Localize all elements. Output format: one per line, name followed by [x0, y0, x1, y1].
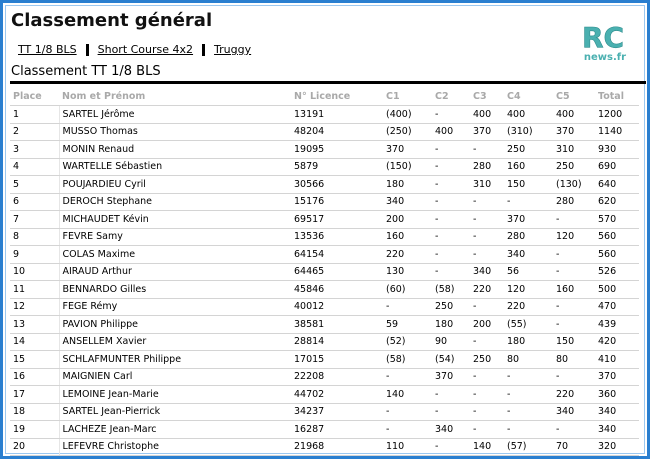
cell-c4: (310) [504, 123, 553, 141]
cell-c1: - [383, 368, 432, 386]
cell-c5: 310 [553, 141, 595, 159]
cell-name: POUJARDIEU Cyril [59, 176, 291, 194]
cell-c3: 280 [470, 158, 504, 176]
cell-total: 690 [595, 158, 639, 176]
cell-name: MONIN Renaud [59, 141, 291, 159]
cell-c2: - [432, 176, 470, 194]
cell-c3: - [470, 298, 504, 316]
cell-licence: 34237 [291, 403, 383, 421]
cell-place: 3 [10, 141, 59, 159]
cell-c5: 120 [553, 228, 595, 246]
cell-licence: 17015 [291, 351, 383, 369]
cell-place: 2 [10, 123, 59, 141]
cell-c2: - [432, 106, 470, 124]
header-c5: C5 [553, 88, 595, 106]
header-licence: N° Licence [291, 88, 383, 106]
cell-total: 526 [595, 263, 639, 281]
cell-c2: - [432, 403, 470, 421]
cell-c5: 400 [553, 106, 595, 124]
cell-c3: - [470, 211, 504, 229]
nav-link-short-course[interactable]: Short Course 4x2 [97, 43, 194, 56]
cell-total: 640 [595, 176, 639, 194]
cell-licence: 69517 [291, 211, 383, 229]
cell-name: MAIGNIEN Carl [59, 368, 291, 386]
cell-c4: 56 [504, 263, 553, 281]
cell-c4: 370 [504, 211, 553, 229]
cell-name: MICHAUDET Kévin [59, 211, 291, 229]
nav-link-tt-1-8-bls[interactable]: TT 1/8 BLS [18, 43, 77, 56]
cell-c3: - [470, 141, 504, 159]
cell-place: 6 [10, 193, 59, 211]
cell-c5: - [553, 263, 595, 281]
cell-place: 19 [10, 421, 59, 439]
table-row [10, 351, 639, 369]
cell-c2: 90 [432, 333, 470, 351]
cell-c5: - [553, 298, 595, 316]
cell-c3: - [470, 246, 504, 264]
cell-c3: 370 [470, 123, 504, 141]
cell-c4: 80 [504, 351, 553, 369]
table-row [10, 228, 639, 246]
cell-c3: 220 [470, 281, 504, 299]
table-row [10, 193, 639, 211]
table-row [10, 176, 639, 194]
cell-place: 5 [10, 176, 59, 194]
cell-c5: 160 [553, 281, 595, 299]
cell-c4: 180 [504, 333, 553, 351]
cell-c5: - [553, 316, 595, 334]
cell-c2: - [432, 263, 470, 281]
cell-place: 10 [10, 263, 59, 281]
cell-c2: (58) [432, 281, 470, 299]
cell-licence: 44702 [291, 386, 383, 404]
section-title: Classement TT 1/8 BLS [11, 64, 161, 79]
cell-c4: 220 [504, 298, 553, 316]
cell-c1: - [383, 403, 432, 421]
cell-c3: - [470, 333, 504, 351]
cell-c2: 250 [432, 298, 470, 316]
cell-total: 420 [595, 333, 639, 351]
cell-c1: (58) [383, 351, 432, 369]
cell-c5: - [553, 368, 595, 386]
cell-c4: 400 [504, 106, 553, 124]
cell-c5: - [553, 211, 595, 229]
cell-c4: - [504, 421, 553, 439]
cell-c2: - [432, 246, 470, 264]
cell-c4: - [504, 386, 553, 404]
table-row [10, 316, 639, 334]
logo-rc-text: RC [581, 21, 625, 54]
cell-licence: 15176 [291, 193, 383, 211]
cell-c3: 200 [470, 316, 504, 334]
cell-licence: 64465 [291, 263, 383, 281]
header-total: Total [595, 88, 639, 106]
cell-name: COLAS Maxime [59, 246, 291, 264]
cell-c2: - [432, 438, 470, 456]
cell-c4: 120 [504, 281, 553, 299]
cell-total: 1140 [595, 123, 639, 141]
cell-total: 320 [595, 438, 639, 456]
nav-separator [86, 44, 89, 56]
table-row [10, 368, 639, 386]
cell-c4: - [504, 368, 553, 386]
cell-licence: 13536 [291, 228, 383, 246]
cell-c4: 160 [504, 158, 553, 176]
cell-licence: 48204 [291, 123, 383, 141]
cell-c1: 59 [383, 316, 432, 334]
cell-licence: 13191 [291, 106, 383, 124]
cell-c2: - [432, 193, 470, 211]
cell-c4: 150 [504, 176, 553, 194]
cell-licence: 21968 [291, 438, 383, 456]
header-c3: C3 [470, 88, 504, 106]
cell-c4: - [504, 403, 553, 421]
cell-name: FEVRE Samy [59, 228, 291, 246]
cell-c1: 110 [383, 438, 432, 456]
cell-c2: - [432, 386, 470, 404]
page-title: Classement général [11, 10, 213, 31]
cell-place: 7 [10, 211, 59, 229]
cell-c4: 280 [504, 228, 553, 246]
table-row [10, 386, 639, 404]
cell-c5: - [553, 246, 595, 264]
cell-c1: 220 [383, 246, 432, 264]
cell-licence: 16287 [291, 421, 383, 439]
cell-name: LEMOINE Jean-Marie [59, 386, 291, 404]
cell-c5: 340 [553, 403, 595, 421]
header-c2: C2 [432, 88, 470, 106]
cell-place: 9 [10, 246, 59, 264]
cell-name: LEFEVRE Christophe [59, 438, 291, 456]
cell-c5: 150 [553, 333, 595, 351]
cell-c3: - [470, 421, 504, 439]
table-row [10, 141, 639, 159]
table-row [10, 246, 639, 264]
nav-separator [202, 44, 205, 56]
cell-name: AIRAUD Arthur [59, 263, 291, 281]
cell-c3: 140 [470, 438, 504, 456]
cell-c1: 340 [383, 193, 432, 211]
cell-c1: 140 [383, 386, 432, 404]
cell-c4: 250 [504, 141, 553, 159]
table-body [10, 106, 639, 456]
cell-name: LACHEZE Jean-Marc [59, 421, 291, 439]
cell-licence: 45846 [291, 281, 383, 299]
cell-licence: 40012 [291, 298, 383, 316]
cell-c3: 250 [470, 351, 504, 369]
cell-name: FEGE Rémy [59, 298, 291, 316]
cell-name: PAVION Philippe [59, 316, 291, 334]
cell-total: 439 [595, 316, 639, 334]
cell-c4: (55) [504, 316, 553, 334]
table-row [10, 421, 639, 439]
cell-c3: - [470, 193, 504, 211]
cell-total: 470 [595, 298, 639, 316]
cell-total: 560 [595, 246, 639, 264]
cell-c1: - [383, 298, 432, 316]
cell-c5: 250 [553, 158, 595, 176]
cell-c4: (57) [504, 438, 553, 456]
cell-licence: 5879 [291, 158, 383, 176]
cell-c5: 70 [553, 438, 595, 456]
cell-licence: 30566 [291, 176, 383, 194]
cell-c5: 370 [553, 123, 595, 141]
cell-name: BENNARDO Gilles [59, 281, 291, 299]
table-row [10, 281, 639, 299]
cell-c2: - [432, 228, 470, 246]
header-c4: C4 [504, 88, 553, 106]
table-row [10, 158, 639, 176]
cell-c1: - [383, 421, 432, 439]
cell-c5: 280 [553, 193, 595, 211]
cell-c1: (60) [383, 281, 432, 299]
cell-c1: 160 [383, 228, 432, 246]
nav-link-truggy[interactable]: Truggy [214, 43, 252, 56]
cell-total: 410 [595, 351, 639, 369]
cell-c3: - [470, 403, 504, 421]
cell-c1: 180 [383, 176, 432, 194]
cell-name: WARTELLE Sébastien [59, 158, 291, 176]
cell-place: 13 [10, 316, 59, 334]
cell-c1: 130 [383, 263, 432, 281]
rcnews-logo [569, 21, 637, 65]
cell-name: DEROCH Stephane [59, 193, 291, 211]
standings-table-wrapper [10, 88, 639, 456]
table-header-row [10, 88, 639, 106]
section-divider [10, 81, 646, 84]
cell-c1: 200 [383, 211, 432, 229]
cell-name: MUSSO Thomas [59, 123, 291, 141]
header-c1: C1 [383, 88, 432, 106]
cell-licence: 38581 [291, 316, 383, 334]
cell-total: 370 [595, 368, 639, 386]
cell-c1: (250) [383, 123, 432, 141]
cell-place: 8 [10, 228, 59, 246]
cell-total: 1200 [595, 106, 639, 124]
cell-total: 500 [595, 281, 639, 299]
cell-c2: 180 [432, 316, 470, 334]
table-row [10, 123, 639, 141]
cell-place: 1 [10, 106, 59, 124]
cell-place: 12 [10, 298, 59, 316]
cell-name: SARTEL Jérôme [59, 106, 291, 124]
cell-c5: 220 [553, 386, 595, 404]
cell-c2: - [432, 211, 470, 229]
cell-c3: 310 [470, 176, 504, 194]
cell-c1: (400) [383, 106, 432, 124]
table-row [10, 263, 639, 281]
cell-c2: 370 [432, 368, 470, 386]
cell-name: ANSELLEM Xavier [59, 333, 291, 351]
cell-total: 560 [595, 228, 639, 246]
cell-licence: 22208 [291, 368, 383, 386]
cell-c3: 340 [470, 263, 504, 281]
cell-c5: 80 [553, 351, 595, 369]
table-row [10, 106, 639, 124]
table-row [10, 438, 639, 456]
logo-news-text: news.fr [583, 52, 627, 63]
cell-licence: 28814 [291, 333, 383, 351]
cell-total: 930 [595, 141, 639, 159]
cell-total: 340 [595, 403, 639, 421]
cell-total: 570 [595, 211, 639, 229]
cell-name: SARTEL Jean-Pierrick [59, 403, 291, 421]
cell-c2: (54) [432, 351, 470, 369]
table-row [10, 333, 639, 351]
header-place: Place [10, 88, 59, 106]
cell-c5: (130) [553, 176, 595, 194]
cell-licence: 19095 [291, 141, 383, 159]
cell-c2: 400 [432, 123, 470, 141]
cell-c1: (150) [383, 158, 432, 176]
cell-c2: 340 [432, 421, 470, 439]
cell-place: 18 [10, 403, 59, 421]
category-nav [18, 43, 251, 56]
cell-licence: 64154 [291, 246, 383, 264]
cell-c1: 370 [383, 141, 432, 159]
cell-c3: - [470, 386, 504, 404]
cell-c4: - [504, 193, 553, 211]
cell-total: 340 [595, 421, 639, 439]
cell-name: SCHLAFMUNTER Philippe [59, 351, 291, 369]
cell-c2: - [432, 141, 470, 159]
cell-c3: - [470, 368, 504, 386]
cell-c1: (52) [383, 333, 432, 351]
cell-c2: - [432, 158, 470, 176]
table-row [10, 211, 639, 229]
cell-c4: 340 [504, 246, 553, 264]
cell-place: 11 [10, 281, 59, 299]
cell-c3: - [470, 228, 504, 246]
cell-place: 4 [10, 158, 59, 176]
cell-total: 620 [595, 193, 639, 211]
standings-table [10, 88, 639, 456]
cell-place: 17 [10, 386, 59, 404]
cell-c5: - [553, 421, 595, 439]
cell-c3: 400 [470, 106, 504, 124]
cell-place: 16 [10, 368, 59, 386]
table-row [10, 403, 639, 421]
table-row [10, 298, 639, 316]
cell-place: 14 [10, 333, 59, 351]
cell-place: 20 [10, 438, 59, 456]
cell-total: 360 [595, 386, 639, 404]
header-name: Nom et Prénom [59, 88, 291, 106]
cell-place: 15 [10, 351, 59, 369]
